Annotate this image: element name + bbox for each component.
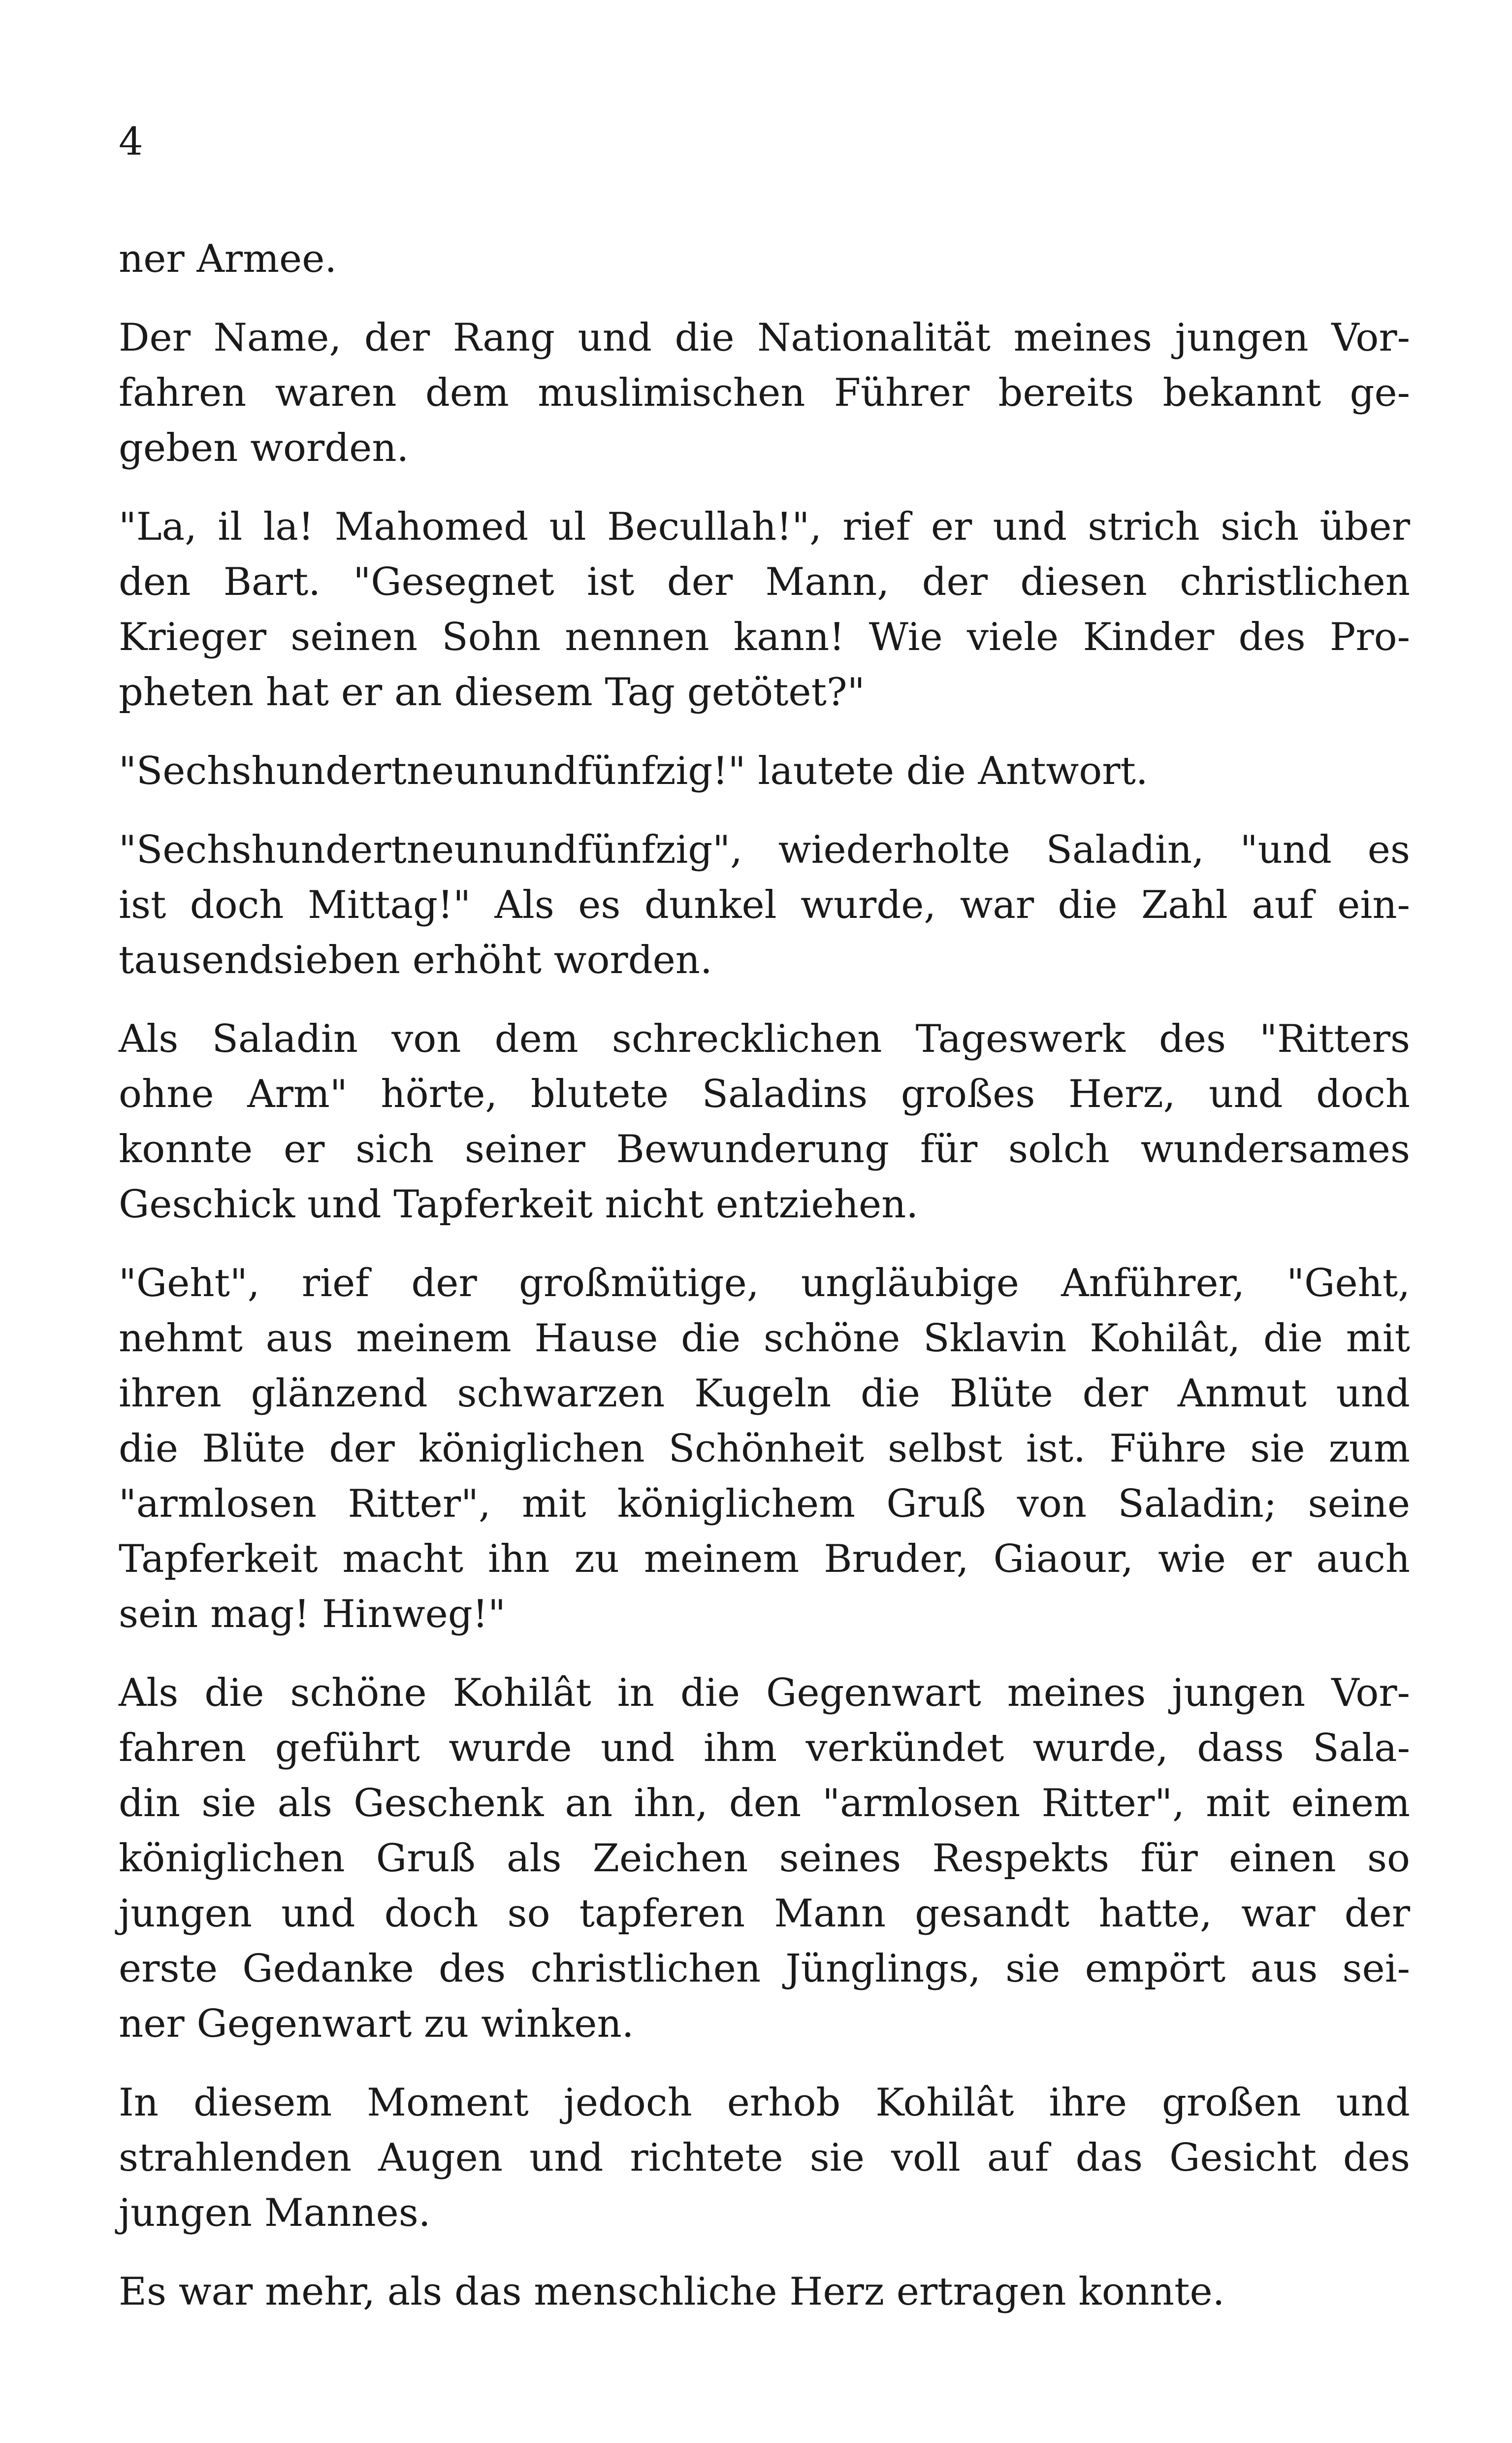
text-line: "Sechshundertneunundfünfzig", wiederholte Saladin, "und es — [119, 828, 1410, 872]
paragraph — [119, 231, 1410, 287]
text-line: ner Armee. — [119, 237, 337, 281]
paragraph — [119, 310, 1410, 476]
document-page — [119, 0, 1410, 2443]
page-number: 4 — [119, 120, 143, 164]
text-line: jungen und doch so tapferen Mann gesandt hatte, war der — [119, 1891, 1410, 1936]
paragraph — [119, 2075, 1410, 2241]
paragraph — [119, 822, 1410, 988]
text-line: fahren waren dem muslimischen Führer bereits bekannt ge- — [119, 371, 1410, 415]
text-line: Es war mehr, als das menschliche Herz ertragen konnte. — [119, 2270, 1225, 2314]
paragraph — [119, 1011, 1410, 1232]
text-line: königlichen Gruß als Zeichen seines Respekts für einen so — [119, 1836, 1410, 1881]
text-line: die Blüte der königlichen Schönheit selbst ist. Führe sie zum — [119, 1427, 1410, 1471]
text-line: Krieger seinen Sohn nennen kann! Wie viele Kinder des Pro- — [119, 615, 1410, 659]
text-line: "armlosen Ritter", mit königlichem Gruß von Saladin; seine — [119, 1482, 1410, 1526]
paragraph — [119, 1665, 1410, 2052]
text-line: fahren geführt wurde und ihm verkündet wurde, dass Sala- — [119, 1726, 1410, 1770]
text-line: ist doch Mittag!" Als es dunkel wurde, war die Zahl auf ein- — [119, 883, 1410, 927]
paragraph — [119, 744, 1410, 799]
text-line: tausendsieben erhöht worden. — [119, 938, 712, 982]
text-line: geben worden. — [119, 426, 409, 470]
text-line: strahlenden Augen und richtete sie voll auf das Gesicht des — [119, 2136, 1410, 2180]
text-line: "Geht", rief der großmütige, ungläubige Anführer, "Geht, — [119, 1261, 1410, 1305]
text-line: den Bart. "Gesegnet ist der Mann, der diesen christlichen — [119, 560, 1410, 604]
body-text — [119, 231, 1410, 2319]
text-line: "La, il la! Mahomed ul Becullah!", rief er und strich sich über — [119, 505, 1410, 549]
paragraph — [119, 1256, 1410, 1642]
text-line: ohne Arm" hörte, blutete Saladins großes Herz, und doch — [119, 1072, 1410, 1116]
text-line: Als die schöne Kohilât in die Gegenwart meines jungen Vor- — [119, 1671, 1410, 1715]
paragraph — [119, 2264, 1410, 2319]
text-line: jungen Mannes. — [119, 2191, 431, 2235]
text-line: konnte er sich seiner Bewunderung für solch wundersames — [119, 1127, 1410, 1172]
paragraph — [119, 499, 1410, 720]
text-line: Der Name, der Rang und die Nationalität meines jungen Vor- — [119, 316, 1410, 360]
text-line: erste Gedanke des christlichen Jünglings, sie empört aus sei- — [119, 1947, 1410, 1991]
text-line: Tapferkeit macht ihn zu meinem Bruder, Giaour, wie er auch — [119, 1537, 1410, 1581]
text-line: In diesem Moment jedoch erhob Kohilât ihre großen und — [119, 2081, 1410, 2125]
text-line: Geschick und Tapferkeit nicht entziehen. — [119, 1182, 919, 1227]
text-line: din sie als Geschenk an ihn, den "armlosen Ritter", mit einem — [119, 1781, 1410, 1825]
text-line: ihren glänzend schwarzen Kugeln die Blüte der Anmut und — [119, 1371, 1410, 1416]
text-line: sein mag! Hinweg!" — [119, 1592, 506, 1636]
text-line: Als Saladin von dem schrecklichen Tageswerk des "Ritters — [119, 1017, 1410, 1061]
text-line: ner Gegenwart zu winken. — [119, 2002, 634, 2046]
text-line: nehmt aus meinem Hause die schöne Sklavin Kohilât, die mit — [119, 1316, 1410, 1361]
text-line: "Sechshundertneunundfünfzig!" lautete die Antwort. — [119, 749, 1148, 793]
text-line: pheten hat er an diesem Tag getötet?" — [119, 670, 865, 715]
